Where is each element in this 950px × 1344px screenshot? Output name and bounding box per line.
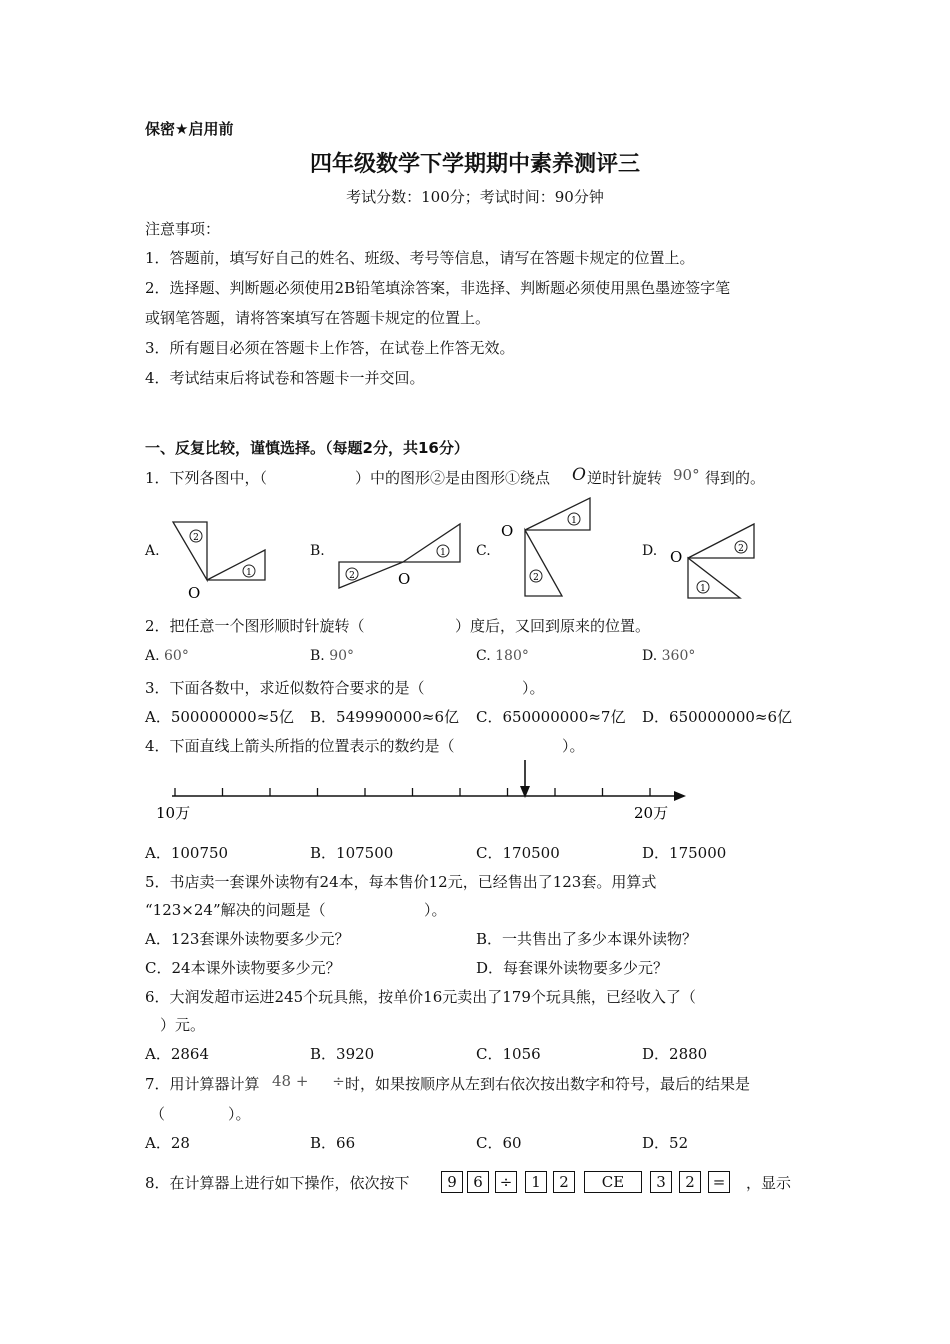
shape-1	[403, 524, 460, 562]
q4-option-d[interactable]: D．175000	[642, 844, 727, 862]
q1-stem-d: 得到的。	[705, 469, 766, 487]
q7-option-d[interactable]: D．52	[642, 1134, 689, 1152]
q1-point: O	[572, 465, 586, 485]
shape-2	[525, 530, 562, 596]
calc-key-equals: =	[708, 1171, 730, 1193]
exam-info: 考试分数：100分；考试时间：90分钟	[346, 188, 604, 206]
option-letter: D.	[642, 648, 658, 664]
option-letter: C.	[476, 648, 491, 664]
shape-label: 1	[246, 568, 252, 578]
option-letter: B.	[310, 648, 325, 664]
q3-option-a[interactable]: A．500000000≈5亿	[145, 708, 294, 726]
q6-option-b[interactable]: B．3920	[310, 1045, 375, 1063]
shape-2	[173, 522, 207, 580]
confidential-label: 保密★启用前	[145, 120, 234, 138]
q2-stem-a: 2．把任意一个图形顺时针旋转（	[145, 617, 365, 635]
q3-option-d[interactable]: D．650000000≈6亿	[642, 708, 793, 726]
option-value: 60°	[164, 648, 189, 664]
point-o-label: O	[501, 522, 514, 540]
q7-option-a[interactable]: A．28	[145, 1134, 190, 1152]
q6-option-a[interactable]: A．2864	[145, 1045, 210, 1063]
shape-label: 1	[700, 584, 706, 594]
option-value: 180°	[495, 648, 529, 664]
q4-option-c[interactable]: C．170500	[476, 844, 560, 862]
note-item: 3．所有题目必须在答题卡上作答，在试卷上作答无效。	[145, 339, 515, 357]
calc-key-9: 9	[441, 1171, 463, 1193]
point-o-label: O	[398, 570, 411, 588]
note-item: 1．答题前，填写好自己的姓名、班级、考号等信息，请写在答题卡规定的位置上。	[145, 249, 695, 267]
q1-figure-a	[165, 518, 275, 600]
calc-key-3: 3	[650, 1171, 672, 1193]
q3-option-c[interactable]: C．650000000≈7亿	[476, 708, 626, 726]
q1-option-a[interactable]: A.	[145, 543, 160, 559]
q5-line2a: “123×24”解决的问题是（	[145, 901, 326, 919]
point-o-label: O	[670, 548, 683, 566]
q4-number-line	[150, 758, 695, 828]
q6-line2: ）元。	[160, 1016, 206, 1034]
calc-key-2: 2	[553, 1171, 575, 1193]
q3-stem-a: 3．下面各数中，求近似数符合要求的是（	[145, 679, 425, 697]
q5-option-b[interactable]: B．一共售出了多少本课外读物？	[476, 930, 698, 948]
q3-stem-b: ）。	[522, 679, 545, 697]
q4-option-b[interactable]: B．107500	[310, 844, 394, 862]
option-letter: A.	[145, 648, 160, 664]
shape-1	[688, 524, 754, 558]
q1-figure-c	[498, 494, 598, 600]
q1-stem-a: 1．下列各图中，（	[145, 469, 268, 487]
shape-label: 1	[571, 516, 577, 526]
q5-option-d[interactable]: D．每套课外读物要多少元？	[476, 959, 669, 977]
q4-stem-b: ）。	[562, 737, 585, 755]
q7-option-b[interactable]: B．66	[310, 1134, 356, 1152]
q7-expression: 48 + ÷	[272, 1072, 345, 1090]
tick-group	[175, 788, 650, 796]
q5-line1: 5．书店卖一套课外读物有24本，每本售价12元，已经售出了123套。用算式	[145, 873, 657, 891]
calc-key-6: 6	[467, 1171, 489, 1193]
q1-figure-d	[668, 520, 760, 602]
shape-label: 2	[738, 544, 744, 554]
label-right: 20万	[634, 804, 669, 822]
q2-option-c[interactable]	[476, 648, 529, 664]
label-left: 10万	[156, 804, 191, 822]
q5-option-a[interactable]: A．123套课外读物要多少元？	[145, 930, 350, 948]
note-item: 2．选择题、判断题必须使用2B铅笔填涂答案，非选择、判断题必须使用黑色墨迹签字笔	[145, 279, 731, 297]
q2-option-d[interactable]	[642, 648, 695, 664]
shape-label: 2	[533, 573, 539, 583]
shape-label: 2	[193, 533, 199, 543]
note-item: 或钢笔答题，请将答案填写在答题卡规定的位置上。	[145, 309, 491, 327]
q8-stem-a: 8．在计算器上进行如下操作，依次按下	[145, 1174, 410, 1192]
q1-option-c[interactable]: C.	[476, 543, 491, 559]
q1-figure-b	[335, 520, 465, 590]
q7-stem-b: 时，如果按顺序从左到右依次按出数字和符号，最后的结果是	[345, 1075, 751, 1093]
q7-stem-a: 7．用计算器计算	[145, 1075, 260, 1093]
shape-1	[525, 498, 590, 530]
calc-key-2b: 2	[679, 1171, 701, 1193]
point-o-label: O	[188, 584, 201, 600]
q2-option-b[interactable]	[310, 648, 354, 664]
q5-option-c[interactable]: C．24本课外读物要多少元？	[145, 959, 341, 977]
q4-option-a[interactable]: A．100750	[145, 844, 229, 862]
q8-stem-b: ，显示	[746, 1174, 792, 1192]
option-value: 90°	[329, 648, 355, 664]
calc-key-ce: CE	[584, 1171, 642, 1193]
q2-option-a[interactable]	[145, 648, 189, 664]
q5-line2b: ）。	[424, 901, 447, 919]
q7-line2b: ）。	[228, 1105, 251, 1123]
q6-option-d[interactable]: D．2880	[642, 1045, 708, 1063]
q3-option-b[interactable]: B．549990000≈6亿	[310, 708, 460, 726]
calc-key-1: 1	[525, 1171, 547, 1193]
page-title: 四年级数学下学期期中素养测评三	[309, 152, 640, 177]
q1-stem-c: 逆时针旋转	[587, 469, 663, 487]
notes-heading: 注意事项：	[145, 220, 221, 238]
q1-stem-b: ）中的图形②是由图形①绕点	[355, 469, 551, 487]
shape-label: 2	[349, 571, 355, 581]
q1-option-b[interactable]: B.	[310, 543, 325, 559]
section-heading: 一、反复比较，谨慎选择。（每题2分，共16分）	[145, 439, 469, 457]
shape-2	[688, 558, 740, 598]
shape-1	[207, 550, 265, 580]
q1-angle: 90°	[673, 466, 700, 484]
q7-line2a: （	[150, 1105, 166, 1123]
shape-label: 1	[440, 548, 446, 558]
calc-key-divide: ÷	[495, 1171, 517, 1193]
q4-stem-a: 4．下面直线上箭头所指的位置表示的数约是（	[145, 737, 455, 755]
q7-option-c[interactable]: C．60	[476, 1134, 522, 1152]
note-item: 4．考试结束后将试卷和答题卡一并交回。	[145, 369, 425, 387]
axis-arrowhead	[674, 791, 686, 801]
q6-option-c[interactable]: C．1056	[476, 1045, 541, 1063]
q1-option-d[interactable]: D.	[642, 543, 658, 559]
q2-stem-b: ）度后，又回到原来的位置。	[455, 617, 651, 635]
q6-line1: 6．大润发超市运进245个玩具熊，按单价16元卖出了179个玩具熊，已经收入了（	[145, 988, 696, 1006]
option-value: 360°	[661, 648, 696, 664]
